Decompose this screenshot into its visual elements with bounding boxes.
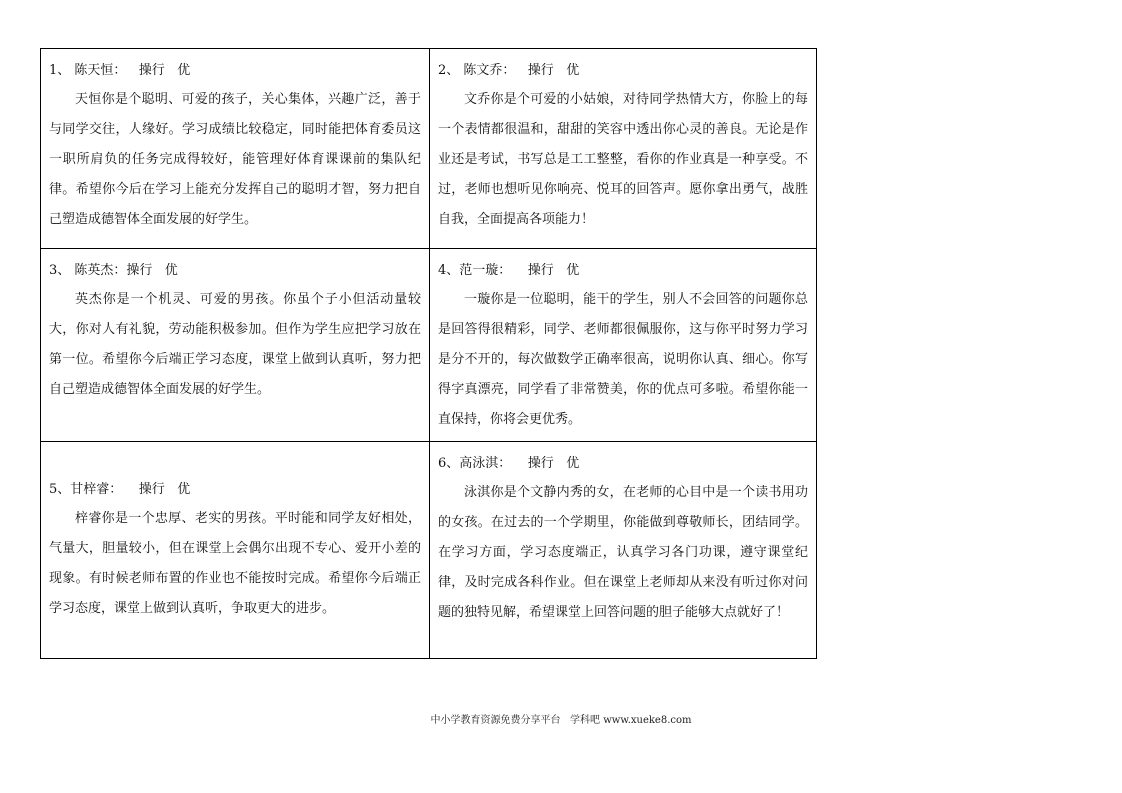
student-heading: 4、范一璇： 操行 优: [438, 263, 580, 278]
table-row: [41, 49, 817, 249]
table-row: [41, 442, 817, 659]
student-cell-6: [430, 442, 817, 659]
evaluation-table: [40, 48, 817, 659]
student-heading: 2、 陈文乔： 操行 优: [438, 63, 580, 78]
student-cell-3: [41, 249, 430, 442]
student-comment: 一璇你是一位聪明，能干的学生，别人不会回答的问题你总是回答得很精彩，同学、老师都很佩服你，这与你平时努力学习是分不开的，每次做数学正确率很高，说明你认真、细心。你写得字真漂亮，同学看了非常赞美，你的优点可多啦。希望你能一直保持，你将会更优秀。: [438, 292, 808, 427]
student-heading: 3、 陈英杰：操行 优: [49, 263, 178, 278]
student-comment: 英杰你是一个机灵、可爱的男孩。你虽个子小但活动量较大，你对人有礼貌，劳动能积极参加。但作为学生应把学习放在第一位。希望你今后端正学习态度，课堂上做到认真听，努力把自己塑造成德智体全面发展的好学生。: [49, 292, 421, 397]
student-cell-1: [41, 49, 430, 249]
table-row: [41, 249, 817, 442]
student-cell-4: [430, 249, 817, 442]
student-heading: 1、 陈天恒： 操行 优: [49, 63, 191, 78]
student-comment: 泳淇你是个文静内秀的女，在老师的心目中是一个读书用功的女孩。在过去的一个学期里，你能做到尊敬师长，团结同学。在学习方面，学习态度端正，认真学习各门功课，遵守课堂纪律，及时完成各科作业。但在课堂上老师却从来没有听过你对问题的独特见解，希望课堂上回答问题的胆子能够大点就好了！: [438, 485, 808, 620]
student-heading: 6、高泳淇： 操行 优: [438, 456, 580, 471]
student-cell-5: [41, 442, 430, 659]
student-cell-2: [430, 49, 817, 249]
student-comment: 梓睿你是一个忠厚、老实的男孩。平时能和同学友好相处，气量大，胆量较小，但在课堂上会偶尔出现不专心、爱开小差的现象。有时候老师布置的作业也不能按时完成。希望你今后端正学习态度，课堂上做到认真听，争取更大的进步。: [49, 511, 421, 616]
page-footer: 中小学教育资源免费分享平台 学科吧 www.xueke8.com: [430, 715, 692, 726]
student-comment: 天恒你是个聪明、可爱的孩子，关心集体，兴趣广泛，善于与同学交往，人缘好。学习成绩比较稳定，同时能把体育委员这一职所肩负的任务完成得较好，能管理好体育课课前的集队纪律。希望你今后在学习上能充分发挥自己的聪明才智，努力把自己塑造成德智体全面发展的好学生。: [49, 92, 421, 227]
student-comment: 文乔你是个可爱的小姑娘，对待同学热情大方，你脸上的每一个表情都很温和，甜甜的笑容中透出你心灵的善良。无论是作业还是考试，书写总是工工整整，看你的作业真是一种享受。不过，老师也想听见你响亮、悦耳的回答声。愿你拿出勇气，战胜自我，全面提高各项能力！: [438, 92, 808, 227]
student-heading: 5、甘梓睿： 操行 优: [49, 482, 191, 497]
